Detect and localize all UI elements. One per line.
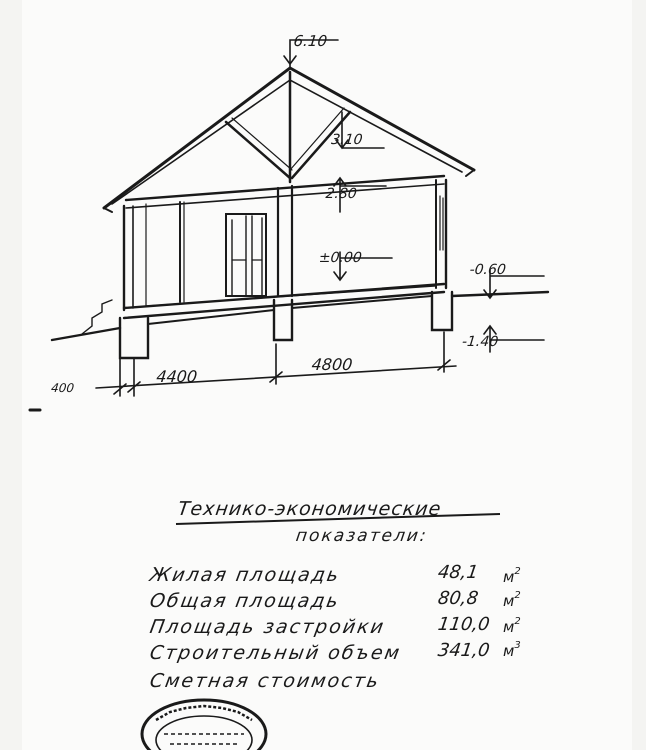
row-label-volume: Строительный объем <box>148 642 404 664</box>
dimension-right-span: 4800 <box>310 355 354 374</box>
row-label-built-area: Площадь застройки <box>148 616 388 638</box>
row-label-total-area: Общая площадь <box>148 590 342 612</box>
walls <box>124 180 446 310</box>
row-unit-living-area: $м^2$ <box>503 566 521 586</box>
dimension-edge: 400 <box>50 381 75 395</box>
elevation-wall-top: 2.80 <box>324 186 358 202</box>
table-subtitle: показатели: <box>294 526 430 546</box>
dimension-left-span: 4400 <box>155 367 199 386</box>
elevation-ridge: 6.10 <box>292 32 329 50</box>
ground-line <box>52 292 548 340</box>
table-title: Технико-экономические <box>176 498 443 520</box>
elevation-ceiling: 3.10 <box>330 132 364 148</box>
row-value-built-area: 110,0 <box>436 614 492 635</box>
elevation-foundation: -1.40 <box>461 334 500 350</box>
elevation-ground: -0.60 <box>468 262 507 278</box>
title-underline <box>176 514 500 524</box>
ceiling-beam <box>126 176 444 208</box>
row-unit-volume: $м^3$ <box>503 640 521 660</box>
row-value-volume: 341,0 <box>436 640 492 661</box>
row-label-living-area: Жилая площадь <box>148 564 343 586</box>
foundations <box>120 292 452 358</box>
stamp-seal <box>142 700 266 750</box>
elevation-floor: ±0.00 <box>318 250 363 266</box>
row-label-estimated-cost: Сметная стоимость <box>148 670 383 692</box>
row-unit-total-area: $м^2$ <box>503 590 521 610</box>
row-value-living-area: 48,1 <box>436 562 480 583</box>
dimension-line <box>96 332 456 396</box>
roof <box>104 68 474 212</box>
row-value-total-area: 80,8 <box>436 588 480 609</box>
door <box>226 214 266 296</box>
floor-slab <box>124 284 444 318</box>
row-unit-built-area: $м^2$ <box>503 616 521 636</box>
